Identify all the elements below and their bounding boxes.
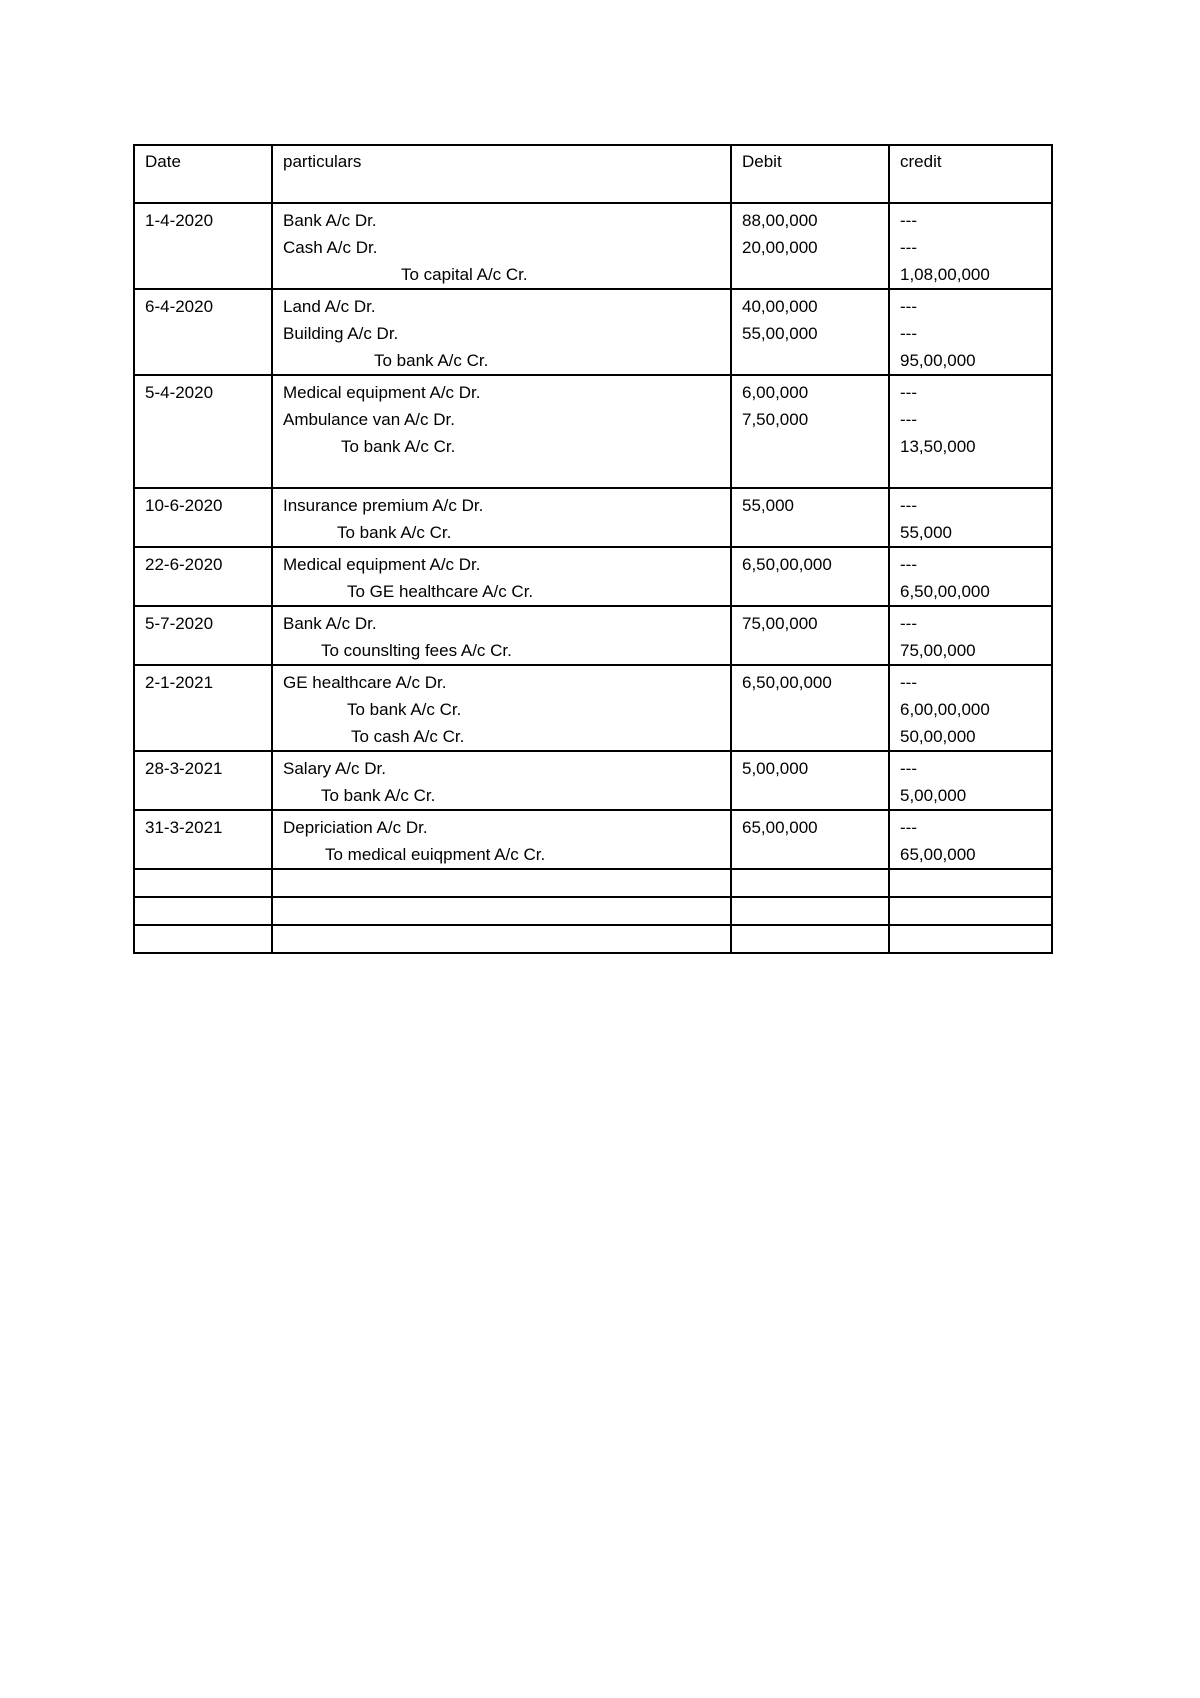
blank-cell xyxy=(272,869,731,897)
particular-line: To bank A/c Cr. xyxy=(347,700,462,719)
debit-value: 6,00,000 xyxy=(742,383,809,402)
credit-value: 75,00,000 xyxy=(900,641,976,660)
blank-cell xyxy=(889,897,1052,925)
particular-line: To medical euiqpment A/c Cr. xyxy=(325,845,546,864)
entry-debit xyxy=(731,488,889,547)
blank-cell xyxy=(272,897,731,925)
blank-row xyxy=(134,897,1052,925)
entry-date: 5-7-2020 xyxy=(134,606,272,665)
entry-credit xyxy=(889,203,1052,289)
journal-table xyxy=(133,144,1053,954)
entry-debit xyxy=(731,665,889,751)
debit-value: 6,50,00,000 xyxy=(742,555,832,574)
debit-value xyxy=(742,723,888,750)
entry-particulars xyxy=(272,751,731,810)
entry-date: 10-6-2020 xyxy=(134,488,272,547)
journal-entry xyxy=(134,375,1052,488)
journal-entry xyxy=(134,606,1052,665)
header-debit: Debit xyxy=(731,145,889,203)
credit-value: --- xyxy=(900,673,917,692)
credit-value: 95,00,000 xyxy=(900,351,976,370)
journal-entry xyxy=(134,289,1052,375)
entry-credit xyxy=(889,810,1052,869)
entry-date: 31-3-2021 xyxy=(134,810,272,869)
credit-value: --- xyxy=(900,555,917,574)
debit-value xyxy=(742,782,888,809)
particular-line: Building A/c Dr. xyxy=(283,324,399,343)
particular-line: Bank A/c Dr. xyxy=(283,614,377,633)
header-credit: credit xyxy=(889,145,1052,203)
debit-value: 75,00,000 xyxy=(742,614,818,633)
debit-value: 7,50,000 xyxy=(742,410,809,429)
blank-cell xyxy=(889,925,1052,953)
debit-value xyxy=(742,637,888,664)
header-date: Date xyxy=(134,145,272,203)
debit-value: 65,00,000 xyxy=(742,818,818,837)
journal-entry xyxy=(134,751,1052,810)
journal-entry xyxy=(134,203,1052,289)
debit-value: 55,00,000 xyxy=(742,324,818,343)
debit-value xyxy=(742,696,888,723)
entry-date: 2-1-2021 xyxy=(134,665,272,751)
entry-debit xyxy=(731,547,889,606)
credit-value: 65,00,000 xyxy=(900,845,976,864)
particular-line: Medical equipment A/c Dr. xyxy=(283,383,481,402)
credit-value: --- xyxy=(900,297,917,316)
entry-particulars xyxy=(272,375,731,488)
entry-credit xyxy=(889,547,1052,606)
particular-line: Salary A/c Dr. xyxy=(283,759,386,778)
debit-value xyxy=(742,347,888,374)
entry-date: 5-4-2020 xyxy=(134,375,272,488)
entry-debit xyxy=(731,289,889,375)
credit-value: 55,000 xyxy=(900,523,952,542)
credit-value: --- xyxy=(900,410,917,429)
entry-date: 28-3-2021 xyxy=(134,751,272,810)
particular-line: To GE healthcare A/c Cr. xyxy=(347,582,534,601)
credit-value: --- xyxy=(900,211,917,230)
entry-particulars xyxy=(272,547,731,606)
credit-value: 6,00,00,000 xyxy=(900,700,990,719)
blank-cell xyxy=(134,869,272,897)
entry-particulars xyxy=(272,289,731,375)
particular-line: Land A/c Dr. xyxy=(283,297,376,316)
particular-line: Cash A/c Dr. xyxy=(283,238,378,257)
particular-line: Bank A/c Dr. xyxy=(283,211,377,230)
particular-line: To bank A/c Cr. xyxy=(341,437,456,456)
entry-date: 22-6-2020 xyxy=(134,547,272,606)
credit-value: --- xyxy=(900,818,917,837)
journal-entry xyxy=(134,665,1052,751)
debit-value xyxy=(742,519,888,546)
entry-credit xyxy=(889,488,1052,547)
entry-particulars xyxy=(272,665,731,751)
blank-cell xyxy=(889,869,1052,897)
header-row xyxy=(134,145,1052,203)
entry-particulars xyxy=(272,810,731,869)
debit-value xyxy=(742,841,888,868)
blank-cell xyxy=(134,897,272,925)
entry-date: 1-4-2020 xyxy=(134,203,272,289)
particular-line: To counslting fees A/c Cr. xyxy=(321,641,512,660)
blank-cell xyxy=(731,925,889,953)
particular-line: To capital A/c Cr. xyxy=(401,265,528,284)
credit-value: --- xyxy=(900,759,917,778)
credit-value: --- xyxy=(900,324,917,343)
credit-value: 13,50,000 xyxy=(900,437,976,456)
blank-cell xyxy=(731,869,889,897)
particular-line: GE healthcare A/c Dr. xyxy=(283,673,447,692)
debit-value: 40,00,000 xyxy=(742,297,818,316)
particular-line: To bank A/c Cr. xyxy=(374,351,489,370)
entry-credit xyxy=(889,606,1052,665)
particular-line: To cash A/c Cr. xyxy=(351,727,465,746)
entry-particulars xyxy=(272,606,731,665)
entry-debit xyxy=(731,203,889,289)
credit-value: --- xyxy=(900,496,917,515)
blank-cell xyxy=(731,897,889,925)
entry-particulars xyxy=(272,488,731,547)
entry-debit xyxy=(731,375,889,488)
journal-entry xyxy=(134,547,1052,606)
debit-value xyxy=(742,433,888,460)
entry-debit xyxy=(731,751,889,810)
particular-line: To bank A/c Cr. xyxy=(337,523,452,542)
credit-value: --- xyxy=(900,238,917,257)
journal-entry xyxy=(134,810,1052,869)
entry-credit xyxy=(889,665,1052,751)
debit-value xyxy=(742,261,888,288)
credit-value: --- xyxy=(900,383,917,402)
credit-value: --- xyxy=(900,614,917,633)
particular-line: Medical equipment A/c Dr. xyxy=(283,555,481,574)
entry-credit xyxy=(889,375,1052,488)
entry-debit xyxy=(731,810,889,869)
particular-line: Insurance premium A/c Dr. xyxy=(283,496,484,515)
debit-value: 20,00,000 xyxy=(742,238,818,257)
credit-value: 50,00,000 xyxy=(900,727,976,746)
debit-value: 88,00,000 xyxy=(742,211,818,230)
debit-value: 5,00,000 xyxy=(742,759,809,778)
entry-debit xyxy=(731,606,889,665)
journal-entry xyxy=(134,488,1052,547)
blank-cell xyxy=(134,925,272,953)
blank-cell xyxy=(272,925,731,953)
entry-date: 6-4-2020 xyxy=(134,289,272,375)
entry-particulars xyxy=(272,203,731,289)
credit-value: 1,08,00,000 xyxy=(900,265,990,284)
blank-row xyxy=(134,925,1052,953)
particular-line: Ambulance van A/c Dr. xyxy=(283,410,455,429)
debit-value: 55,000 xyxy=(742,496,794,515)
particular-line: Depriciation A/c Dr. xyxy=(283,818,428,837)
debit-value xyxy=(742,578,888,605)
entry-credit xyxy=(889,751,1052,810)
credit-value: 5,00,000 xyxy=(900,786,967,805)
credit-value: 6,50,00,000 xyxy=(900,582,990,601)
blank-row xyxy=(134,869,1052,897)
header-particulars: particulars xyxy=(272,145,731,203)
entry-credit xyxy=(889,289,1052,375)
debit-value: 6,50,00,000 xyxy=(742,673,832,692)
particular-line: To bank A/c Cr. xyxy=(321,786,436,805)
